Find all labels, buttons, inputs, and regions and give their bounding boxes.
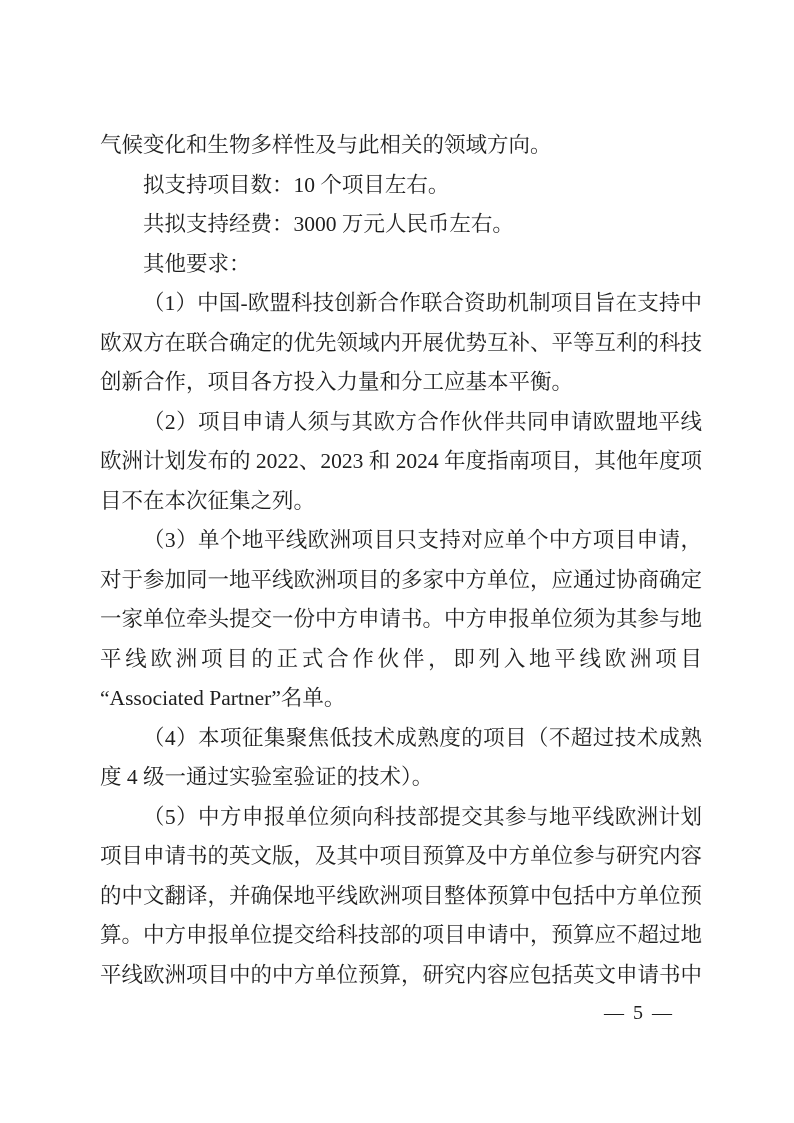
- paragraph-requirement-4: （4）本项征集聚焦低技术成熟度的项目（不超过技术成熟度 4 级一通过实验室验证的技术）。: [100, 725, 702, 789]
- paragraph-requirement-2: （2）项目申请人须与其欧方合作伙伴共同申请欧盟地平线欧洲计划发布的 2022、2023 和 2024 年度指南项目，其他年度项目不在本次征集之列。: [100, 409, 703, 513]
- document-body: [100, 126, 702, 995]
- paragraph-requirement-5: （5）中方申报单位须向科技部提交其参与地平线欧洲计划项目申请书的英文版，及其中项目预算及中方单位参与研究内容的中文翻译，并确保地平线欧洲项目整体预算中包括中方单位预算。中方申报单位提交给科技部的项目申请中，预算应不超过地平线欧洲项目中的中方单位预算，研究内容应包括英文申请书中: [100, 804, 703, 987]
- page-number: — 5 —: [604, 1002, 674, 1024]
- paragraph-requirement-1: （1）中国-欧盟科技创新合作联合资助机制项目旨在支持中欧双方在联合确定的优先领域内开展优势互补、平等互利的科技创新合作，项目各方投入力量和分工应基本平衡。: [100, 291, 703, 394]
- paragraph-requirement-3: （3）单个地平线欧洲项目只支持对应单个中方项目申请，对于参加同一地平线欧洲项目的多家中方单位，应通过协商确定一家单位牵头提交一份中方申请书。中方申报单位须为其参与地平线欧洲项目的正式合作伙伴，即列入地平线欧洲项目“Associated Partner”名单。: [100, 528, 703, 710]
- paragraph-other-requirements-heading: 其他要求：: [143, 251, 251, 276]
- paragraph-total-funding: 共拟支持经费：3000 万元人民币左右。: [143, 212, 514, 236]
- paragraph-continuation: 气候变化和生物多样性及与此相关的领域方向。: [100, 133, 552, 157]
- page-footer: [100, 998, 702, 1028]
- paragraph-project-count: 拟支持项目数：10 个项目左右。: [143, 172, 450, 197]
